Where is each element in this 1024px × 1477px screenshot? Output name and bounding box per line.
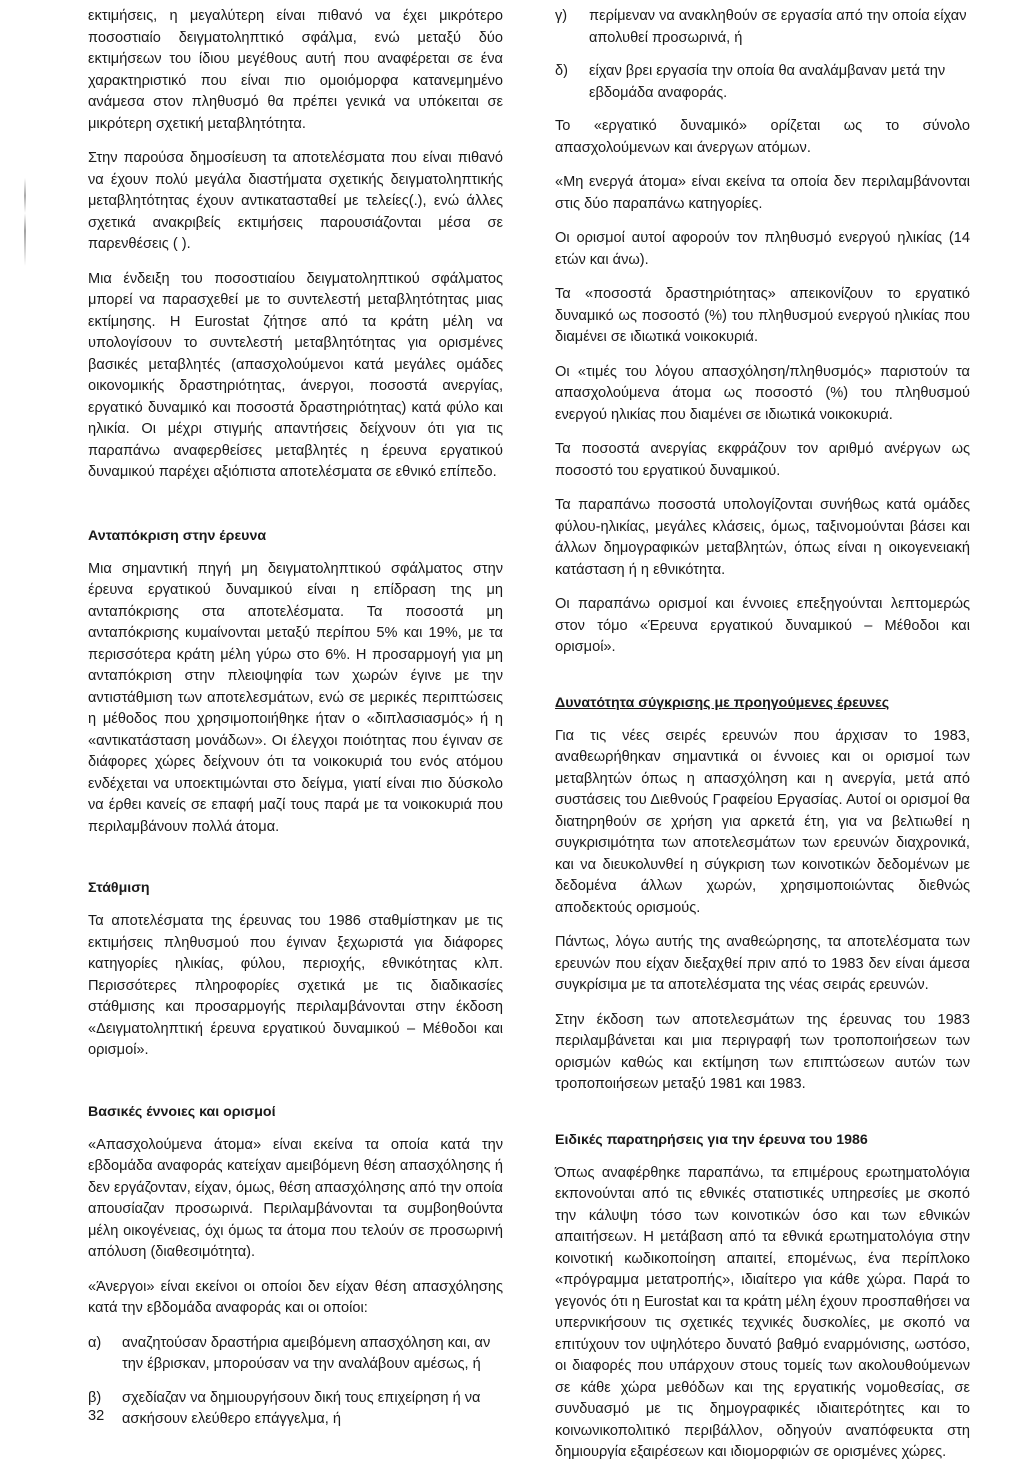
paragraph: Οι «τιμές του λόγου απασχόληση/πληθυσμός» παριστούν τα απασχολούμενα άτομα ως ποσοστό (%) του πληθυσμού ενεργού ηλικίας που διαμένει σε ιδιωτικά νοικοκυριά. xyxy=(555,363,970,423)
list-item-label: α) xyxy=(88,1334,102,1351)
list-item xyxy=(555,6,970,49)
list-item-text: είχαν βρει εργασία την οποία θα αναλάμβαναν μετά την εβδομάδα αναφοράς. xyxy=(589,63,946,101)
section-heading-remarks: Ειδικές παρατηρήσεις για την έρευνα του 1986 xyxy=(555,1131,868,1148)
list-item-text: αναζητούσαν δραστήρια αμειβόμενη απασχόληση και, αν την έβρισκαν, μπορούσαν να την αναλάβουν αμέσως, ή xyxy=(122,1334,491,1372)
paragraph: Πάντως, λόγω αυτής της αναθεώρησης, τα αποτελέσματα των ερευνών που είχαν διεξαχθεί πριν από το 1983 δεν είναι άμεσα συγκρίσιμα με τα αποτελέσματα της νέας σειράς ερευνών. xyxy=(555,934,970,993)
paragraph: «Απασχολούμενα άτομα» είναι εκείνα τα οποία κατά την εβδομάδα αναφοράς κατείχαν αμειβόμενη θέση απασχόλησης ή δεν εργάζονταν, είχαν, όμως, θέση απασχόλησης από την οποία απουσίαζαν προσωρινά. Περιλαμβάνονται τα συμβοηθούντα μέλη οικογένειας, όχι όμως τα άτομα που τελούν σε προσωρινή απόλυση (διαθεσιμότητα). xyxy=(88,1136,503,1260)
paragraph: Τα αποτελέσματα της έρευνας του 1986 σταθμίστηκαν με τις εκτιμήσεις πληθυσμού που έγιναν ξεχωριστά για διάφορες κατηγορίες ηλικίας, φύλου, περιοχής, εθνικότητας κλπ. Περισσότερες πληροφορίες σχετικά με τις διαδικασίες στάθμισης και προσαρμογής περιλαμβάνονται στην έκδοση «Δειγματοληπτική έρευνα εργατικού δυναμικού – Μέθοδοι και ορισμοί». xyxy=(88,913,503,1058)
paragraph: εκτιμήσεις, η μεγαλύτερη είναι πιθανό να έχει μικρότερο ποσοστιαίο δειγματοληπτικό σφάλμα, ενώ μεταξύ δύο εκτιμήσεων του ίδιου μεγέθους αυτή που αναφέρεται σε ένα χαρακτηριστικό που είναι πιο ομοιόμορφα κατανεμημένο ανάμεσα στον πληθυσμό θα πρέπει γενικά να υπόκειται σε μικρότερη σχετική μεταβλητότητα. xyxy=(88,8,503,132)
list-item-label: β) xyxy=(88,1389,102,1406)
right-column xyxy=(555,6,970,1477)
list-item xyxy=(88,1333,503,1376)
paragraph: Τα ποσοστά ανεργίας εκφράζουν τον αριθμό ανέργων ως ποσοστό του εργατικού δυναμικού. xyxy=(555,441,970,479)
paragraph: Στην έκδοση των αποτελεσμάτων της έρευνας του 1983 περιλαμβάνεται και μια περιγραφή των τροποποιήσεων των ορισμών καθώς και εκτίμηση των επιπτώσεων αυτών των τροποποιήσεων μεταξύ 1981 και 1983. xyxy=(555,1011,970,1092)
paragraph: Στην παρούσα δημοσίευση τα αποτελέσματα που είναι πιθανό να έχουν πολύ μεγάλα διαστήματα σχετικής δειγματοληπτικής μεταβλητότητας έχουν αντικατασταθεί με τελείες(.), ενώ άλλες σχετικά ανακριβείς εκτιμήσεις παρουσιάζονται μέσα σε παρενθέσεις ( ). xyxy=(88,150,503,252)
list-item-label: δ) xyxy=(555,63,568,79)
section-heading-response: Ανταπόκριση στην έρευνα xyxy=(88,527,267,544)
left-column xyxy=(88,6,503,1443)
paragraph: Όπως αναφέρθηκε παραπάνω, τα επιμέρους ερωτηματολόγια εκπονούνται από τις εθνικές στατιστικές υπηρεσίες με σκοπό την κάλυψη τόσο των κοινοτικών όσο και των εθνικών απαιτήσεων. Η μετάβαση από τα εθνικά ερωτηματολόγια στην κοινοτική κωδικοποίηση απαιτεί, επομένως, ένα περίπλοκο «πρόγραμμα μετατροπής», ιδιαίτερο για κάθε χώρα. Παρά το γεγονός ότι η Eurostat και τα κράτη μέλη έχουν προσπαθήσει να υπερνικήσουν τις σχετικές τεχνικές δυσκολίες, με σκοπό να επιτύχουν τον υψηλότερο δυνατό βαθμό εναρμόνισης, ωστόσο, οι διαφορές που υπάρχουν στους τομείς των ακολουθούμενων σε κάθε χώρα μεθόδων και της εργατικής νομοθεσίας, σε συνδυασμό με τις δημογραφικές ιδιαιτερότητες και το κοινωνικοπολιτικό περιβάλλον, οδηγούν αναπόφευκτα στη δημιουργία εξαιρέσεων και ιδιομορφιών σε ορισμένες χώρες. xyxy=(555,1164,970,1460)
list-item xyxy=(555,61,970,104)
list-item-text: περίμεναν να ανακληθούν σε εργασία από την οποία είχαν απολυθεί προσωρινά, ή xyxy=(589,8,967,46)
list-item-text: σχεδίαζαν να δημιουργήσουν δική τους επιχείρηση ή να ασκήσουν ελεύθερο επάγγελμα, ή xyxy=(122,1389,481,1427)
section-heading-weighting: Στάθμιση xyxy=(88,880,150,896)
paragraph: Για τις νέες σειρές ερευνών που άρχισαν το 1983, αναθεωρήθηκαν σημαντικά οι έννοιες και οι ορισμοί των μεταβλητών όπως η απασχόληση και η ανεργία, μετά από συστάσεις του Διεθνούς Γραφείου Εργασίας. Αυτοί οι ορισμοί θα διατηρηθούν σε χρήση για αρκετά έτη, για να βελτιωθεί η συγκρισιμότητα των αποτελεσμάτων των ερευνών διαχρονικά, και να διευκολυνθεί η σύγκριση των κοινοτικών δεδομένων με δεδομένα άλλων χωρών, χρησιμοποιώντας διεθνώς αποδεκτούς ορισμούς. xyxy=(555,727,970,916)
paragraph: Μια σημαντική πηγή μη δειγματοληπτικού σφάλματος στην έρευνα εργατικού δυναμικού είναι η επίδραση της μη ανταπόκρισης στα αποτελέσματα. Τα ποσοστά μη ανταπόκρισης κυμαίνονται μεταξύ περίπου 5% και 19%, με τα περισσότερα κράτη μέλη γύρω στο 6%. Η προσαρμογή για μη ανταπόκριση στην πλειοψηφία των χωρών έγινε με την αντιστάθμιση των αποτελεσμάτων, ενώ σε μερικές περιπτώσεις η μέθοδος που χρησιμοποιήθηκε ήταν ο «διπλασιασμός» ή η «αντικατάσταση μονάδων». Οι έλεγχοι ποιότητας που έγιναν σε διάφορες χώρες δείχνουν ότι τα νοικοκυριά του ενός ατόμου ενδέχεται να υποεκτιμώνται στο δείγμα, γιατί είναι πιο δύσκολο να έρθει κανείς σε επαφή μαζί τους παρά με τα νοικοκυριά που περιλαμβάνουν πολλά άτομα. xyxy=(88,560,503,835)
scan-margin-mark xyxy=(24,178,26,266)
paragraph: «Άνεργοι» είναι εκείνοι οι οποίοι δεν είχαν θέση απασχόλησης κατά την εβδομάδα αναφοράς και οι οποίοι: xyxy=(88,1278,503,1316)
paragraph: Οι ορισμοί αυτοί αφορούν τον πληθυσμό ενεργού ηλικίας (14 ετών και άνω). xyxy=(555,230,970,268)
paragraph: «Μη ενεργά άτομα» είναι εκείνα τα οποία δεν περιλαμβάνονται στις δύο παραπάνω κατηγορίες. xyxy=(555,174,970,212)
list-item-label: γ) xyxy=(555,8,568,24)
paragraph: Μια ένδειξη του ποσοστιαίου δειγματοληπτικού σφάλματος μπορεί να παρασχεθεί με το συντελεστή μεταβλητότητας μιας εκτίμησης. Η Eurostat ζήτησε από τα κράτη μέλη να υπολογίσουν το συντελεστή μεταβλητότητας για ορισμένες βασικές μεταβλητές (απασχολούμενοι κατά μεγάλες ομάδες οικονομικής δραστηριότητας, άνεργοι, ποσοστά ανεργίας, εργατικό δυναμικό και ποσοστά δραστηριότητας) κατά φύλο και ηλικία. Οι μέχρι στιγμής απαντήσεις δείχνουν ότι για τις παραπάνω αναφερθείσες μεταβλητές η έρευνα εργατικού δυναμικού παρέχει αξιόπιστα αποτελέσματα σε εθνικό επίπεδο. xyxy=(88,270,503,480)
paragraph: Οι παραπάνω ορισμοί και έννοιες επεξηγούνται λεπτομερώς στον τόμο «Έρευνα εργατικού δυναμικού – Μέθοδοι και ορισμοί». xyxy=(555,596,970,655)
paragraph: Τα παραπάνω ποσοστά υπολογίζονται συνήθως κατά ομάδες φύλου-ηλικίας, μεγάλες κλάσεις, όμως, ταξινομούνται βάσει και άλλων δημογραφικών μεταβλητών, όπως είναι η οικογενειακή κατάσταση ή η εθνικότητα. xyxy=(555,497,970,578)
section-heading-comparability: Δυνατότητα σύγκρισης με προηγούμενες έρευνες xyxy=(555,694,890,711)
paragraph: Το «εργατικό δυναμικό» ορίζεται ως το σύνολο απασχολούμενων και άνεργων ατόμων. xyxy=(555,118,970,156)
page-number: 32 xyxy=(88,1408,105,1424)
paragraph: Τα «ποσοστά δραστηριότητας» απεικονίζουν το εργατικό δυναμικό ως ποσοστό (%) του πληθυσμού ενεργού ηλικίας που διαμένει σε ιδιωτικά νοικοκυριά. xyxy=(555,286,970,345)
section-heading-concepts: Βασικές έννοιες και ορισμοί xyxy=(88,1103,276,1120)
list-item xyxy=(88,1388,503,1431)
